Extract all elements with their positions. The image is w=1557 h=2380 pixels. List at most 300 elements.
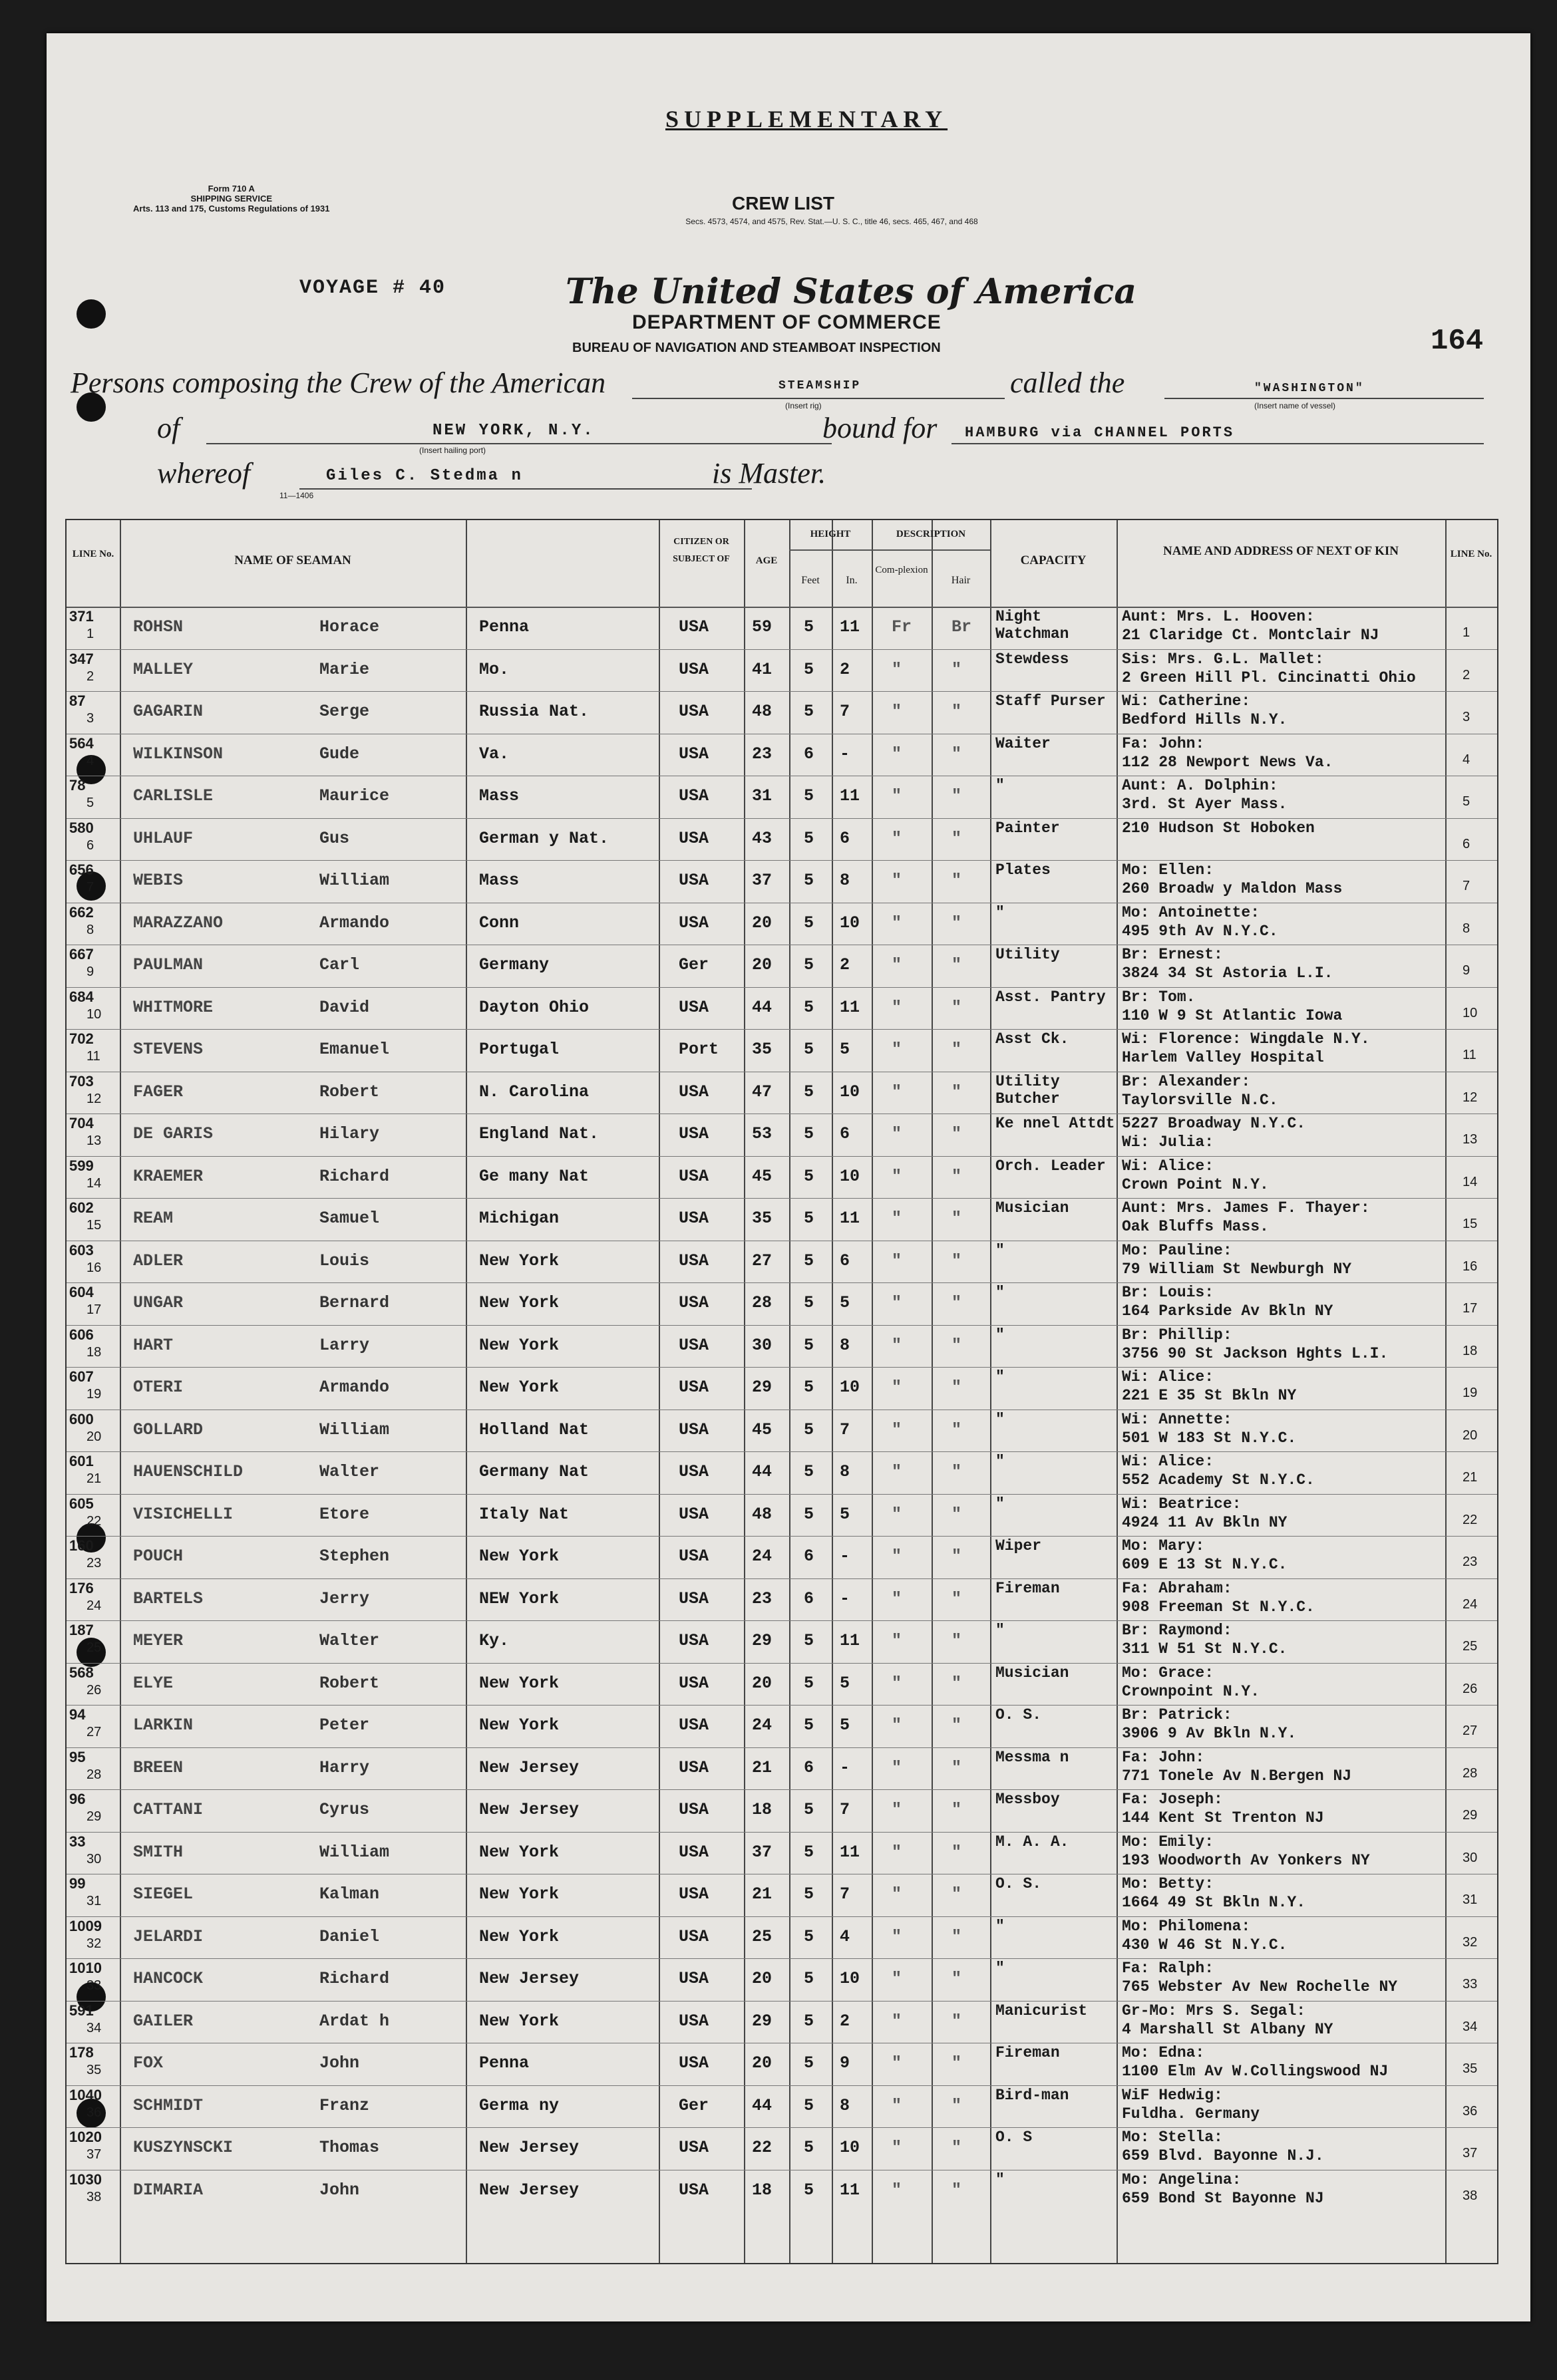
row-inches: 8: [840, 1335, 850, 1355]
row-capacity: Fireman: [995, 1579, 1060, 1597]
row-citizen: USA: [679, 617, 709, 637]
row-line-number: 25: [86, 1640, 102, 1655]
row-inches: 6: [840, 1124, 850, 1143]
row-hair: ": [952, 2138, 962, 2157]
row-line-number: 37: [86, 2147, 102, 2162]
row-line-number-right: 11: [1463, 1048, 1476, 1062]
row-age: 18: [752, 2180, 773, 2200]
row-surname: ELYE: [133, 1673, 174, 1693]
row-given-name: William: [319, 871, 390, 890]
row-age: 23: [752, 1588, 773, 1608]
row-kin-line2: 771 Tonele Av N.Bergen NJ: [1122, 1767, 1352, 1785]
row-line-number-right: 14: [1463, 1174, 1478, 1189]
row-feet: 5: [804, 1926, 814, 1946]
row-citizen: USA: [679, 1419, 709, 1439]
row-capacity: Fireman: [995, 2044, 1060, 2061]
row-line-number-right: 2: [1463, 667, 1470, 682]
row-given-name: Hilary: [319, 1124, 380, 1143]
row-capacity: O. S.: [995, 1706, 1042, 1723]
row-line-number: 13: [86, 1133, 102, 1148]
row-line-number-right: 5: [1463, 794, 1470, 809]
row-hair: ": [952, 2180, 962, 2200]
row-crew-number: 94: [69, 1706, 86, 1723]
row-citizen: USA: [679, 1631, 709, 1650]
row-complexion: ": [892, 1251, 902, 1270]
row-inches: 11: [840, 997, 860, 1017]
department-title: DEPARTMENT OF COMMERCE: [632, 311, 942, 333]
row-feet: 5: [804, 1293, 814, 1312]
row-surname: JELARDI: [133, 1926, 204, 1946]
row-inches: 11: [840, 617, 860, 637]
row-birthplace: Italy Nat: [479, 1504, 570, 1524]
row-age: 45: [752, 1419, 773, 1439]
row-feet: 5: [804, 617, 814, 637]
row-complexion: ": [892, 2180, 902, 2200]
insert-port-label: (Insert hailing port): [419, 446, 486, 455]
row-kin-line1: 5227 Broadway N.Y.C.: [1122, 1115, 1306, 1132]
row-complexion: ": [892, 1040, 902, 1059]
row-kin-line2: 659 Blvd. Bayonne N.J.: [1122, 2147, 1324, 2164]
row-complexion: ": [892, 1884, 902, 1904]
row-hair: ": [952, 955, 962, 974]
row-inches: 8: [840, 1462, 850, 1481]
row-inches: 2: [840, 659, 850, 679]
master-name: Giles C. Stedma n: [326, 467, 523, 485]
column-header-line-no-right: LINE No.: [1450, 549, 1492, 559]
row-divider: [67, 691, 1497, 692]
row-divider: [67, 1620, 1497, 1621]
row-age: 44: [752, 1462, 773, 1481]
row-line-number-right: 33: [1463, 1977, 1478, 1992]
column-header-next-of-kin: NAME AND ADDRESS OF NEXT OF KIN: [1162, 544, 1399, 558]
row-birthplace: New Jersey: [479, 1969, 580, 1988]
row-line-number-right: 23: [1463, 1555, 1478, 1569]
row-inches: 10: [840, 1378, 860, 1397]
row-inches: 7: [840, 1800, 850, 1819]
row-line-number-right: 34: [1463, 2019, 1478, 2034]
supplementary-heading: SUPPLEMENTARY: [665, 106, 948, 132]
row-feet: 5: [804, 1800, 814, 1819]
row-capacity: Ke nnel Attdt: [995, 1115, 1115, 1132]
row-surname: KUSZYNSCKI: [133, 2138, 234, 2157]
row-complexion: ": [892, 2053, 902, 2073]
row-feet: 5: [804, 1040, 814, 1059]
row-line-number: 14: [86, 1175, 102, 1191]
row-hair: ": [952, 1166, 962, 1186]
row-feet: 6: [804, 1547, 814, 1566]
row-crew-number: 667: [69, 946, 94, 963]
row-kin-line2: 144 Kent St Trenton NJ: [1122, 1809, 1324, 1827]
row-birthplace: New Jersey: [479, 2180, 580, 2200]
row-kin-line1: 210 Hudson St Hoboken: [1122, 819, 1315, 837]
column-header-description: DESCRIPTION: [896, 529, 966, 539]
row-given-name: Armando: [319, 1378, 390, 1397]
row-kin-line2: Bedford Hills N.Y.: [1122, 711, 1288, 728]
row-feet: 5: [804, 2180, 814, 2200]
row-birthplace: Holland Nat: [479, 1419, 590, 1439]
row-kin-line2: 21 Claridge Ct. Montclair NJ: [1122, 627, 1379, 644]
row-age: 53: [752, 1124, 773, 1143]
row-crew-number: 607: [69, 1368, 94, 1385]
row-complexion: ": [892, 1547, 902, 1566]
row-kin-line1: Wi: Florence: Wingdale N.Y.: [1122, 1030, 1370, 1048]
row-citizen: USA: [679, 1251, 709, 1270]
row-birthplace: New York: [479, 2011, 560, 2031]
row-citizen: USA: [679, 2053, 709, 2073]
row-surname: STEVENS: [133, 1040, 204, 1059]
row-line-number: 18: [86, 1344, 102, 1360]
row-kin-line1: Br: Tom.: [1122, 988, 1196, 1006]
row-feet: 5: [804, 2011, 814, 2031]
row-complexion: ": [892, 1673, 902, 1693]
row-crew-number: 603: [69, 1241, 94, 1259]
row-citizen: USA: [679, 1082, 709, 1102]
height-desc-divider: [789, 549, 990, 551]
row-inches: 9: [840, 2053, 850, 2073]
row-hair: ": [952, 1631, 962, 1650]
row-line-number: 26: [86, 1682, 102, 1698]
row-complexion: ": [892, 828, 902, 848]
row-complexion: ": [892, 1462, 902, 1481]
row-birthplace: New Jersey: [479, 1800, 580, 1819]
row-line-number-right: 9: [1463, 963, 1470, 978]
form-number: Form 710 A SHIPPING SERVICE Arts. 113 and 175, Customs Regulations of 1931: [133, 184, 330, 214]
row-complexion: ": [892, 997, 902, 1017]
row-capacity: Manicurist: [995, 2002, 1088, 2019]
destination: HAMBURG via CHANNEL PORTS: [965, 424, 1235, 441]
row-given-name: Emanuel: [319, 1040, 390, 1059]
row-given-name: Walter: [319, 1631, 380, 1650]
row-citizen: USA: [679, 1378, 709, 1397]
row-kin-line2: Wi: Julia:: [1122, 1133, 1214, 1151]
row-feet: 5: [804, 871, 814, 890]
row-age: 44: [752, 2095, 773, 2115]
row-citizen: Ger: [679, 955, 709, 974]
row-crew-number: 684: [69, 988, 94, 1005]
row-age: 48: [752, 1504, 773, 1524]
crew-table: [65, 519, 1498, 2264]
row-crew-number: 187: [69, 1622, 94, 1638]
row-divider: [67, 1156, 1497, 1157]
row-hair: ": [952, 1293, 962, 1312]
row-inches: 8: [840, 2095, 850, 2115]
row-age: 20: [752, 1969, 773, 1988]
row-line-number: 28: [86, 1767, 102, 1782]
row-given-name: Richard: [319, 1969, 390, 1988]
row-line-number-right: 21: [1463, 1470, 1478, 1485]
row-citizen: USA: [679, 1588, 709, 1608]
row-surname: DE GARIS: [133, 1124, 214, 1143]
row-feet: 6: [804, 1588, 814, 1608]
row-hair: ": [952, 1251, 962, 1270]
row-birthplace: New York: [479, 1378, 560, 1397]
row-age: 29: [752, 1378, 773, 1397]
row-given-name: Horace: [319, 617, 380, 637]
row-complexion: ": [892, 1166, 902, 1186]
row-surname: SIEGEL: [133, 1884, 194, 1904]
column-header-height: HEIGHT: [810, 529, 851, 539]
row-complexion: ": [892, 1082, 902, 1102]
row-capacity: ": [995, 777, 1005, 794]
insert-vessel-label: (Insert name of vessel): [1254, 401, 1336, 410]
row-hair: ": [952, 1842, 962, 1862]
row-crew-number: 178: [69, 2044, 94, 2061]
row-age: 18: [752, 1800, 773, 1819]
row-complexion: ": [892, 659, 902, 679]
row-kin-line2: 552 Academy St N.Y.C.: [1122, 1471, 1315, 1489]
row-inches: 5: [840, 1040, 850, 1059]
row-given-name: Richard: [319, 1166, 390, 1186]
row-citizen: USA: [679, 1293, 709, 1312]
row-hair: ": [952, 1800, 962, 1819]
row-kin-line2: 501 W 183 St N.Y.C.: [1122, 1429, 1297, 1447]
row-surname: KRAEMER: [133, 1166, 204, 1186]
row-complexion: ": [892, 1209, 902, 1228]
row-birthplace: New York: [479, 1293, 560, 1312]
row-kin-line2: 112 28 Newport News Va.: [1122, 753, 1333, 771]
row-capacity: ": [995, 1495, 1005, 1513]
row-hair: ": [952, 1504, 962, 1524]
row-line-number: 7: [86, 880, 94, 895]
row-age: 21: [752, 1757, 773, 1777]
row-hair: ": [952, 871, 962, 890]
row-birthplace: Mo.: [479, 659, 510, 679]
row-crew-number: 702: [69, 1030, 94, 1047]
row-surname: MALLEY: [133, 659, 194, 679]
row-feet: 5: [804, 1166, 814, 1186]
row-complexion: ": [892, 1293, 902, 1312]
column-divider: [832, 520, 833, 2263]
row-age: 31: [752, 786, 773, 806]
row-birthplace: Ky.: [479, 1631, 510, 1650]
row-divider: [67, 1198, 1497, 1199]
row-line-number-right: 30: [1463, 1850, 1478, 1865]
row-surname: CARLISLE: [133, 786, 214, 806]
row-feet: 5: [804, 2138, 814, 2157]
row-crew-number: 656: [69, 861, 94, 878]
row-line-number: 31: [86, 1894, 102, 1908]
row-birthplace: New York: [479, 1251, 560, 1270]
row-citizen: USA: [679, 1757, 709, 1777]
row-kin-line1: Br: Phillip:: [1122, 1326, 1232, 1344]
column-divider: [932, 520, 933, 2263]
row-complexion: ": [892, 2011, 902, 2031]
row-line-number: 4: [86, 753, 94, 768]
row-line-number-right: 27: [1463, 1723, 1478, 1738]
voyage-number: VOYAGE # 40: [299, 277, 446, 299]
page-number: 164: [1431, 325, 1484, 358]
row-complexion: ": [892, 2095, 902, 2115]
row-birthplace: Portugal: [479, 1040, 560, 1059]
row-hair: ": [952, 744, 962, 764]
row-kin-line1: Fa: John:: [1122, 1748, 1205, 1766]
row-kin-line1: Mo: Grace:: [1122, 1664, 1214, 1682]
row-hair: ": [952, 1715, 962, 1735]
row-surname: SMITH: [133, 1842, 184, 1862]
row-birthplace: Michigan: [479, 1209, 560, 1228]
row-birthplace: Germany: [479, 955, 550, 974]
row-inches: 7: [840, 702, 850, 721]
row-birthplace: Mass: [479, 786, 520, 806]
row-line-number: 38: [86, 2189, 102, 2204]
row-complexion: ": [892, 786, 902, 806]
row-given-name: Samuel: [319, 1209, 380, 1228]
row-feet: 6: [804, 744, 814, 764]
row-feet: 5: [804, 1124, 814, 1143]
row-crew-number: 176: [69, 1579, 94, 1596]
row-citizen: USA: [679, 1504, 709, 1524]
row-line-number-right: 8: [1463, 921, 1470, 936]
column-header-feet: Feet: [801, 575, 820, 586]
row-given-name: Daniel: [319, 1926, 380, 1946]
row-kin-line2: Harlem Valley Hospital: [1122, 1049, 1324, 1066]
row-inches: 10: [840, 1969, 860, 1988]
row-capacity: Asst Ck.: [995, 1030, 1069, 1048]
row-divider: [67, 1282, 1497, 1283]
row-kin-line2: 260 Broadw y Maldon Mass: [1122, 880, 1343, 897]
row-citizen: Port: [679, 1040, 719, 1059]
row-hair: ": [952, 828, 962, 848]
row-birthplace: Penna: [479, 617, 530, 637]
row-capacity: Waiter: [995, 734, 1051, 752]
row-surname: ROHSN: [133, 617, 184, 637]
row-line-number: 29: [86, 1809, 102, 1824]
hailing-port: NEW YORK, N.Y.: [432, 422, 595, 440]
row-complexion: Fr: [892, 617, 912, 637]
row-kin-line1: Mo: Pauline:: [1122, 1241, 1232, 1259]
row-divider: [67, 1029, 1497, 1030]
row-divider: [67, 1832, 1497, 1833]
row-kin-line1: Wi: Alice:: [1122, 1453, 1214, 1470]
insert-rig-label: (Insert rig): [785, 401, 822, 410]
row-crew-number: 1009: [69, 1917, 102, 1934]
row-given-name: Stephen: [319, 1547, 390, 1566]
row-inches: 5: [840, 1715, 850, 1735]
row-kin-line2: 221 E 35 St Bkln NY: [1122, 1387, 1297, 1404]
row-given-name: Gus: [319, 828, 350, 848]
row-feet: 5: [804, 1504, 814, 1524]
row-capacity: Utility: [995, 946, 1060, 963]
row-inches: -: [840, 1757, 850, 1777]
row-complexion: ": [892, 1378, 902, 1397]
crew-list-title: CREW LIST: [732, 193, 834, 214]
row-age: 37: [752, 1842, 773, 1862]
row-line-number: 5: [86, 796, 94, 810]
row-hair: ": [952, 1082, 962, 1102]
row-given-name: Gude: [319, 744, 360, 764]
row-divider: [67, 1536, 1497, 1537]
row-complexion: ": [892, 1419, 902, 1439]
row-line-number-right: 17: [1463, 1301, 1478, 1316]
row-capacity: ": [995, 2170, 1005, 2188]
row-divider: [67, 1789, 1497, 1790]
row-citizen: USA: [679, 1969, 709, 1988]
row-line-number-right: 22: [1463, 1512, 1478, 1527]
row-line-number: 16: [86, 1260, 102, 1275]
row-kin-line1: Sis: Mrs. G.L. Mallet:: [1122, 650, 1324, 668]
row-line-number: 32: [86, 1936, 102, 1951]
row-surname: BREEN: [133, 1757, 184, 1777]
row-given-name: Carl: [319, 955, 360, 974]
row-surname: GOLLARD: [133, 1419, 204, 1439]
row-complexion: ": [892, 1800, 902, 1819]
row-inches: 10: [840, 1082, 860, 1102]
row-divider: [67, 2001, 1497, 2002]
row-crew-number: 160: [69, 1537, 94, 1554]
row-line-number-right: 10: [1463, 1005, 1478, 1020]
row-citizen: USA: [679, 1547, 709, 1566]
row-capacity: ": [995, 903, 1005, 921]
row-line-number-right: 13: [1463, 1132, 1478, 1147]
row-crew-number: 591: [69, 2002, 94, 2019]
row-crew-number: 1030: [69, 2170, 102, 2188]
row-divider: [67, 2085, 1497, 2086]
row-given-name: Maurice: [319, 786, 390, 806]
row-divider: [67, 1578, 1497, 1579]
row-line-number-right: 16: [1463, 1259, 1478, 1274]
row-citizen: USA: [679, 1462, 709, 1481]
row-crew-number: 87: [69, 692, 86, 709]
row-surname: FAGER: [133, 1082, 184, 1102]
row-birthplace: New York: [479, 1335, 560, 1355]
row-kin-line2: 311 W 51 St N.Y.C.: [1122, 1640, 1288, 1658]
row-inches: 11: [840, 1842, 860, 1862]
row-citizen: USA: [679, 1715, 709, 1735]
row-surname: GAILER: [133, 2011, 194, 2031]
row-capacity: Messboy: [995, 1791, 1060, 1808]
row-kin-line1: Br: Raymond:: [1122, 1622, 1232, 1639]
row-hair: ": [952, 1588, 962, 1608]
row-citizen: USA: [679, 828, 709, 848]
row-kin-line1: Aunt: Mrs. James F. Thayer:: [1122, 1199, 1370, 1217]
row-surname: OTERI: [133, 1378, 184, 1397]
row-line-number-right: 32: [1463, 1934, 1478, 1950]
row-hair: ": [952, 1040, 962, 1059]
row-citizen: Ger: [679, 2095, 709, 2115]
row-line-number: 35: [86, 2063, 102, 2077]
row-feet: 5: [804, 1842, 814, 1862]
row-feet: 5: [804, 1082, 814, 1102]
row-feet: 5: [804, 1419, 814, 1439]
row-feet: 5: [804, 1631, 814, 1650]
row-feet: 5: [804, 828, 814, 848]
row-feet: 5: [804, 1335, 814, 1355]
row-age: 29: [752, 2011, 773, 2031]
row-feet: 5: [804, 786, 814, 806]
row-line-number: 19: [86, 1387, 102, 1402]
row-citizen: USA: [679, 659, 709, 679]
row-line-number-right: 4: [1463, 752, 1470, 767]
row-citizen: USA: [679, 1926, 709, 1946]
row-feet: 5: [804, 1969, 814, 1988]
row-line-number: 33: [86, 1978, 102, 1993]
row-capacity: Asst. Pantry: [995, 988, 1106, 1006]
row-hair: ": [952, 1462, 962, 1481]
document-page: [47, 33, 1530, 2321]
row-complexion: ": [892, 1504, 902, 1524]
row-age: 28: [752, 1293, 773, 1312]
row-line-number-right: 3: [1463, 710, 1470, 724]
row-line-number: 30: [86, 1851, 102, 1866]
row-crew-number: 605: [69, 1495, 94, 1512]
row-birthplace: New Jersey: [479, 2138, 580, 2157]
row-feet: 5: [804, 1378, 814, 1397]
row-surname: VISICHELLI: [133, 1504, 234, 1524]
row-inches: 10: [840, 2138, 860, 2157]
row-crew-number: 662: [69, 903, 94, 921]
row-line-number-right: 7: [1463, 879, 1470, 893]
row-age: 43: [752, 828, 773, 848]
